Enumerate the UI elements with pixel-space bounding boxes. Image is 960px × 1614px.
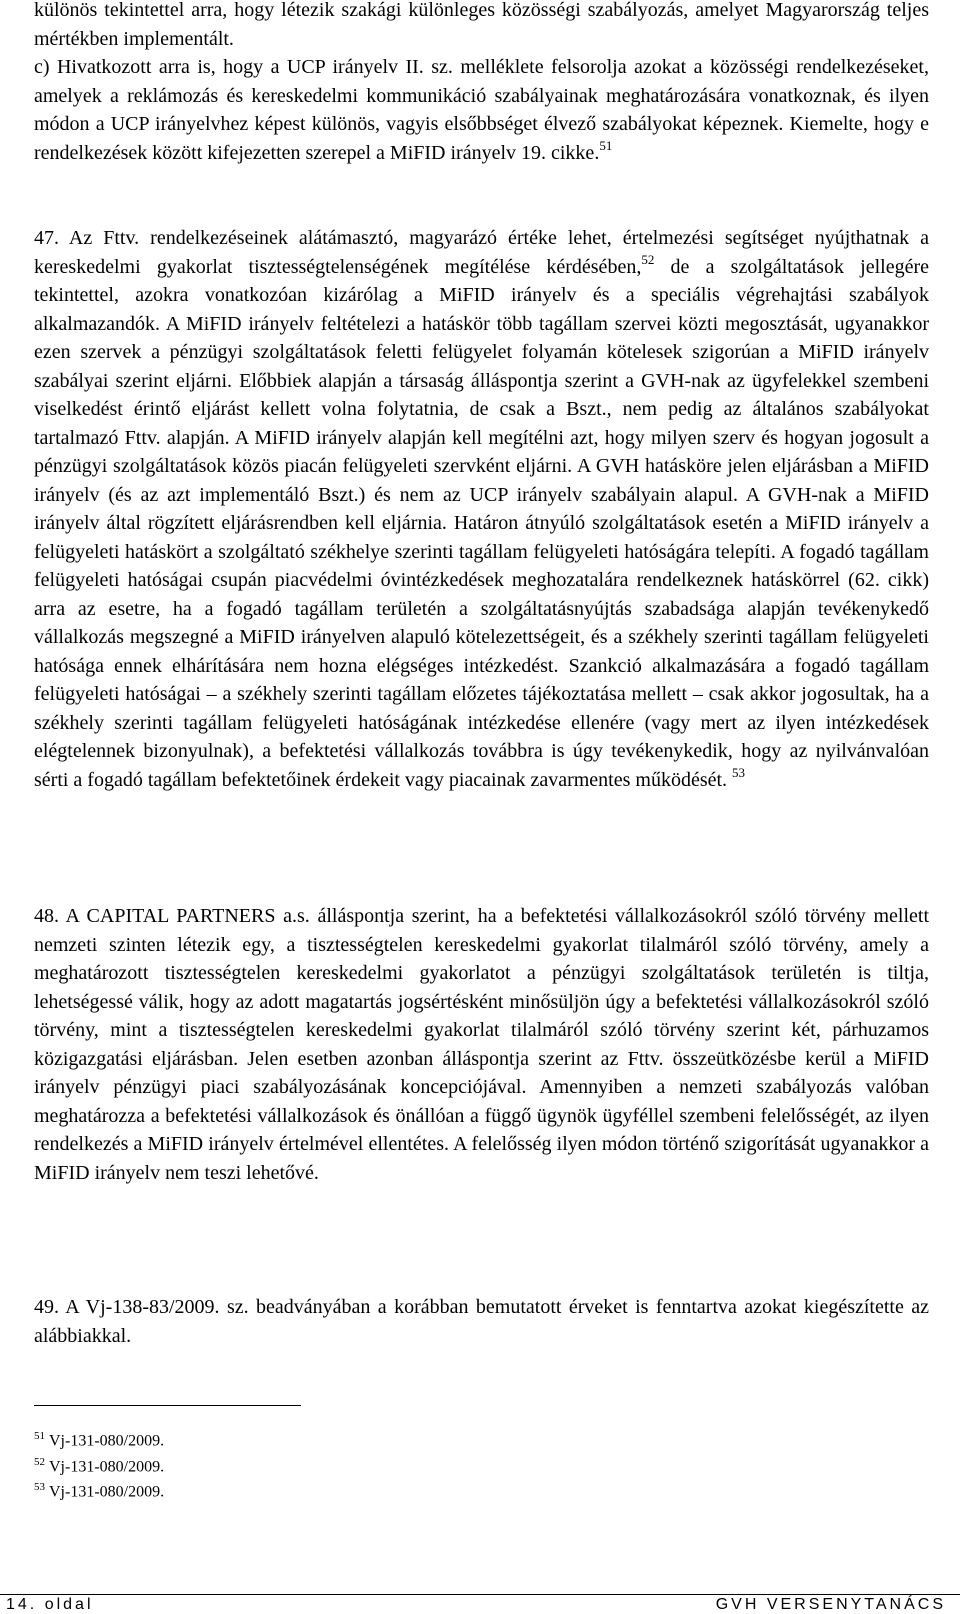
footnote-number: 52 [34,1455,45,1468]
footnote-51 [34,1426,634,1452]
paragraph-49-text: 49. A Vj-138-83/2009. sz. beadványában a korábban bemutatott érveket is fenntartva azokat kiegészítette az alábbiakkal. [34,1296,929,1347]
footnote-ref-51[interactable]: 51 [599,137,613,153]
footnote-number: 53 [34,1481,45,1494]
page-number: 14. oldal [6,1596,94,1613]
paragraph-47 [34,224,929,794]
paragraph-c [34,53,929,167]
footnotes [34,1426,634,1503]
footnote-ref-52[interactable]: 52 [641,251,655,267]
paragraph-48 [34,902,929,1187]
paragraph-49 [34,1293,929,1350]
footnote-text: Vj-131-080/2009. [49,1458,165,1476]
footnote-number: 51 [34,1430,45,1442]
paragraph-47-text-a: 47. Az Fttv. rendelkezéseinek alátámasztó, magyarázó értéke lehet, értelmezési segítséget nyújthatnak a kereskedelmi gyakorlat tisztességtelenségének megítélése kérdésében, [34,227,929,278]
footnote-53 [34,1477,634,1503]
paragraph-48-text: 48. A CAPITAL PARTNERS a.s. álláspontja szerint, ha a befektetési vállalkozásokról szóló törvény mellett nemzeti szinten létezik egy, a tisztességtelen kereskedelmi gyakorlat tilalmáról szóló törvény, amely a meghatározott tisztességtelen kereskedelmi gyakorlatot a pénzügyi szolgáltatások területén is tiltja, lehetségessé válik, hogy az adott magatartás jogsértésként minősüljön úgy a befektetési vállalkozásokról szóló törvény, mint a tisztességtelen kereskedelmi gyakorlat tilalmáról szóló törvény szerint két, párhuzamos közigazgatási eljárásban. Jelen esetben azonban álláspontja szerint az Fttv. összeütközésbe kerül a MiFID irányelv pénzügyi piaci szabályozásának koncepciójával. Amennyiben a nemzeti szabályozás valóban meghatározza a befektetési vállalkozások és önállóan a függő ügynök ügyféllel szembeni felelősségét, az ilyen rendelkezés a MiFID irányelv értelmével ellentétes. A felelősség ilyen módon történő szigorítását ugyanakkor a MiFID irányelv nem teszi lehetővé. [34,905,929,1184]
footnote-ref-53[interactable]: 53 [732,764,746,780]
footer-organization: GVH VERSENYTANÁCS [715,1596,946,1613]
paragraph-c-text: c) Hivatkozott arra is, hogy a UCP irányelv II. sz. melléklete felsorolja azokat a közösségi rendelkezéseket, amelyek a reklámozás és kereskedelmi kommunikáció szabályainak meghatározására vonatkoznak, és ilyen módon a UCP irányelvhez képest különös, vagyis elsőbbséget élvező szabályokat képeznek. Kiemelte, hogy e rendelkezések között kifejezetten szerepel a MiFID irányelv 19. cikke. [34,56,929,164]
footnote-text: Vj-131-080/2009. [49,1432,165,1450]
footnote-separator [34,1405,301,1406]
paragraph-47-text-b: de a szolgáltatások jellegére tekintettel, azokra vonatkozóan kizárólag a MiFID irányelv és a speciális végrehajtási szabályok alkalmazandók. A MiFID irányelv feltételezi a hatáskör több tagállam szervei közti megosztását, ugyanakkor ezen szervek a pénzügyi szolgáltatások feletti felügyelet folyamán kötelesek szigorúan a MiFID irányelv szabályai szerint eljárni. Előbbiek alapján a társaság álláspontja szerint a GVH-nak az ügyfelekkel szembeni viselkedést érintő eljárást kellett volna folytatnia, de csak a Bszt., nem pedig az általános szabályokat tartalmazó Fttv. alapján. A MiFID irányelv alapján kell megítélni azt, hogy milyen szerv és hogyan jogosult a pénzügyi szolgáltatások közös piacán felügyeleti szervként eljárni. A GVH hatásköre jelen eljárásban a MiFID irányelv (és az azt implementáló Bszt.) és nem az UCP irányelv szabályain alapul. A GVH-nak a MiFID irányelv által rögzített eljárásrendben kell eljárnia. Határon átnyúló szolgáltatások esetén a MiFID irányelv a felügyeleti hatáskört a szolgáltató székhelye szerinti tagállam felügyeleti hatóságára telepíti. A fogadó tagállam felügyeleti hatóságai csupán piacvédelmi óvintézkedések meghozatalára rendelkeznek hatáskörrel (62. cikk) arra az esetre, ha a fogadó tagállam területén a szolgáltatásnyújtás szabadsága alapján tevékenykedő vállalkozás megszegné a MiFID irányelven alapuló kötelezettségeit, és a székhely szerinti tagállam felügyeleti hatósága ennek elhárítására nem hozna elégséges intézkedést. Szankció alkalmazására a fogadó tagállam felügyeleti hatóságai – a székhely szerinti tagállam előzetes tájékoztatása mellett – csak akkor jogosultak, ha a székhely szerinti tagállam felügyeleti hatóságának intézkedése ellenére (vagy mert az ilyen intézkedések elégtelennek bizonyulnak), a befektetési vállalkozás továbbra is úgy tevékenykedik, hogy az nyilvánvalóan sérti a fogadó tagállam befektetőinek érdekeit vagy piacainak zavarmentes működését. [34,255,929,791]
paragraph-intro-text: különös tekintettel arra, hogy létezik szakági különleges közösségi szabályozás, amelyet Magyarország teljes mértékben implementált. [34,0,929,50]
footnote-text: Vj-131-080/2009. [49,1483,165,1501]
paragraph-intro [34,0,929,53]
footnote-52 [34,1452,634,1478]
footer-separator [0,1594,960,1595]
